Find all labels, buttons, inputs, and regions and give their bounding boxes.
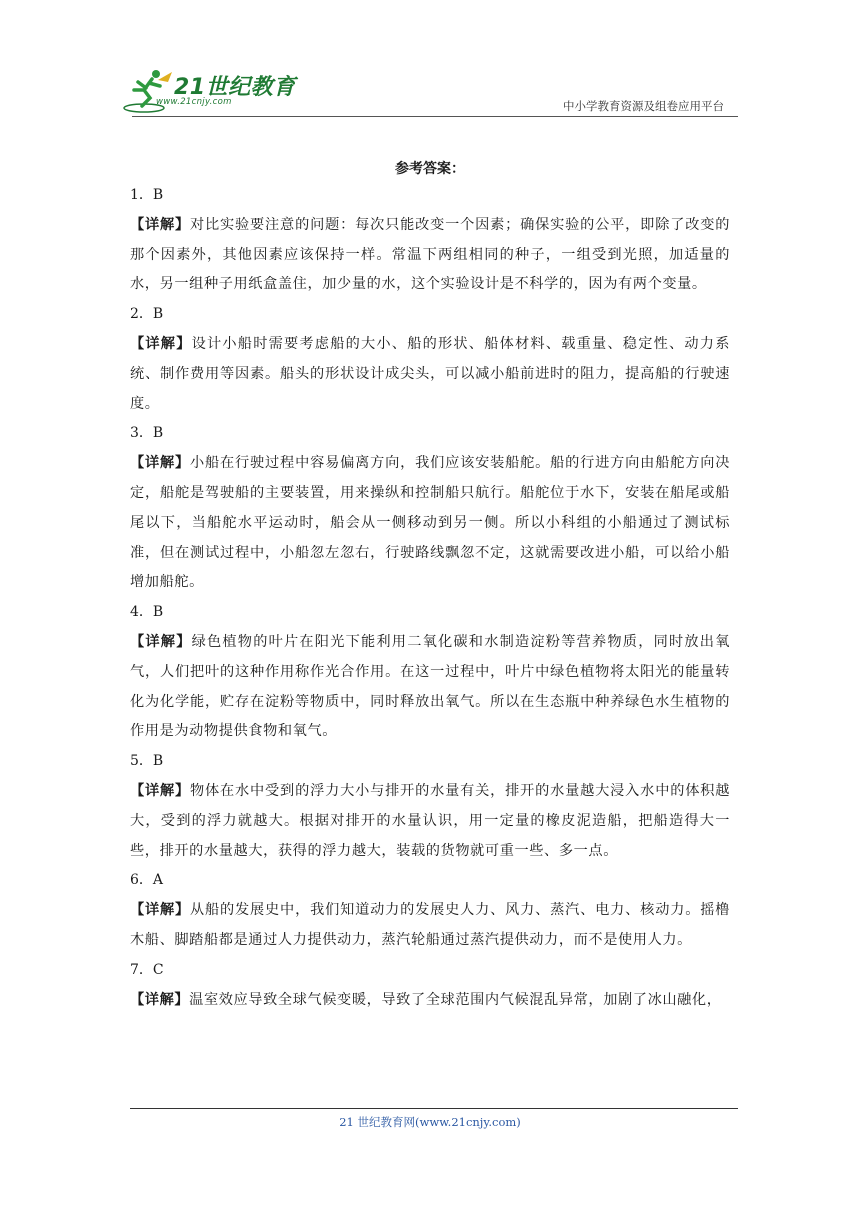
logo-url: www.21cnjy.com <box>156 97 232 107</box>
site-logo[interactable] <box>118 64 298 116</box>
detail-tag: 【详解】 <box>130 991 190 1008</box>
explanation-text: 温室效应导致全球气候变暖，导致了全球范围内气候混乱异常，加剧了冰山融化， <box>189 991 722 1008</box>
answer-number: 5．B <box>130 753 164 770</box>
explanation-text: 从船的发展史中，我们知道动力的发展史人力、风力、蒸汽、电力、核动力。摇橹木船、脚踏船都是通过人力提供动力，蒸汽轮船通过蒸汽提供动力，而不是使用人力。 <box>130 902 730 948</box>
page-title: 参考答案： <box>395 161 465 177</box>
header-divider <box>132 116 738 117</box>
answer-item <box>130 419 730 598</box>
answer-item <box>130 300 730 419</box>
page-header <box>118 64 738 120</box>
answer-number: 4．B <box>130 604 164 621</box>
runner-logo-icon <box>122 68 178 114</box>
logo-title: 21世纪教育 <box>174 75 296 100</box>
answer-explanation <box>130 896 730 956</box>
detail-tag: 【详解】 <box>130 633 192 650</box>
answer-number: 7．C <box>130 961 164 978</box>
answer-explanation <box>130 330 730 419</box>
explanation-text: 设计小船时需要考虑船的大小、船的形状、船体材料、载重量、稳定性、动力系统、制作费用等因素。船头的形状设计成尖头，可以减小船前进时的阻力，提高船的行驶速度。 <box>130 335 730 412</box>
detail-tag: 【详解】 <box>130 335 192 352</box>
footer-link[interactable]: 21 世纪教育网(www.21cnjy.com) <box>339 1115 521 1129</box>
answer-item <box>130 598 730 747</box>
explanation-text: 小船在行驶过程中容易偏离方向，我们应该安装船舵。船的行进方向由船舵方向决定，船舵是驾驶船的主要装置，用来操纵和控制船只航行。船舵位于水下，安装在船尾或船尾以下，当船舵水平运动时，船会从一侧移动到另一侧。所以小科组的小船通过了测试标准，但在测试过程中，小船忽左忽右，行驶路线飘忽不定，这就需要改进小船，可以给小船增加船舵。 <box>130 455 730 591</box>
platform-tagline: 中小学教育资源及组卷应用平台 <box>563 99 724 113</box>
answer-explanation <box>130 449 730 598</box>
answer-number: 6．A <box>130 872 164 889</box>
answer-item <box>130 866 730 955</box>
answer-explanation <box>130 777 730 866</box>
answer-item <box>130 956 730 1016</box>
answer-explanation <box>130 628 730 747</box>
answer-list <box>130 181 730 1015</box>
explanation-text: 物体在水中受到的浮力大小与排开的水量有关，排开的水量越大浸入水中的体积越大，受到的浮力就越大。根据对排开的水量认识，用一定量的橡皮泥造船，把船造得大一些，排开的水量越大，获得的浮力越大，装载的货物就可重一些、多一点。 <box>130 782 730 859</box>
detail-tag: 【详解】 <box>130 455 191 472</box>
answer-number: 1．B <box>130 187 164 203</box>
detail-tag: 【详解】 <box>130 216 191 233</box>
explanation-text: 绿色植物的叶片在阳光下能利用二氧化碳和水制造淀粉等营养物质，同时放出氧气，人们把叶的这种作用称作光合作用。在这一过程中，叶片中绿色植物将太阳光的能量转化为化学能，贮存在淀粉等物质中，同时释放出氧气。所以在生态瓶中种养绿色水生植物的作用是为动物提供食物和氧气。 <box>130 633 730 740</box>
answer-number: 2．B <box>130 306 164 323</box>
explanation-text: 对比实验要注意的问题：每次只能改变一个因素；确保实验的公平，即除了改变的那个因素外，其他因素应该保持一样。常温下两组相同的种子，一组受到光照，加适量的水，另一组种子用纸盒盖住，加少量的水，这个实验设计是不科学的，因为有两个变量。 <box>130 216 730 293</box>
answer-item <box>130 181 730 300</box>
answer-item <box>130 747 730 866</box>
detail-tag: 【详解】 <box>130 902 191 919</box>
answer-explanation <box>130 986 730 1016</box>
detail-tag: 【详解】 <box>130 782 191 799</box>
footer-divider <box>130 1108 738 1109</box>
answer-number: 3．B <box>130 425 164 442</box>
answer-explanation <box>130 211 730 300</box>
